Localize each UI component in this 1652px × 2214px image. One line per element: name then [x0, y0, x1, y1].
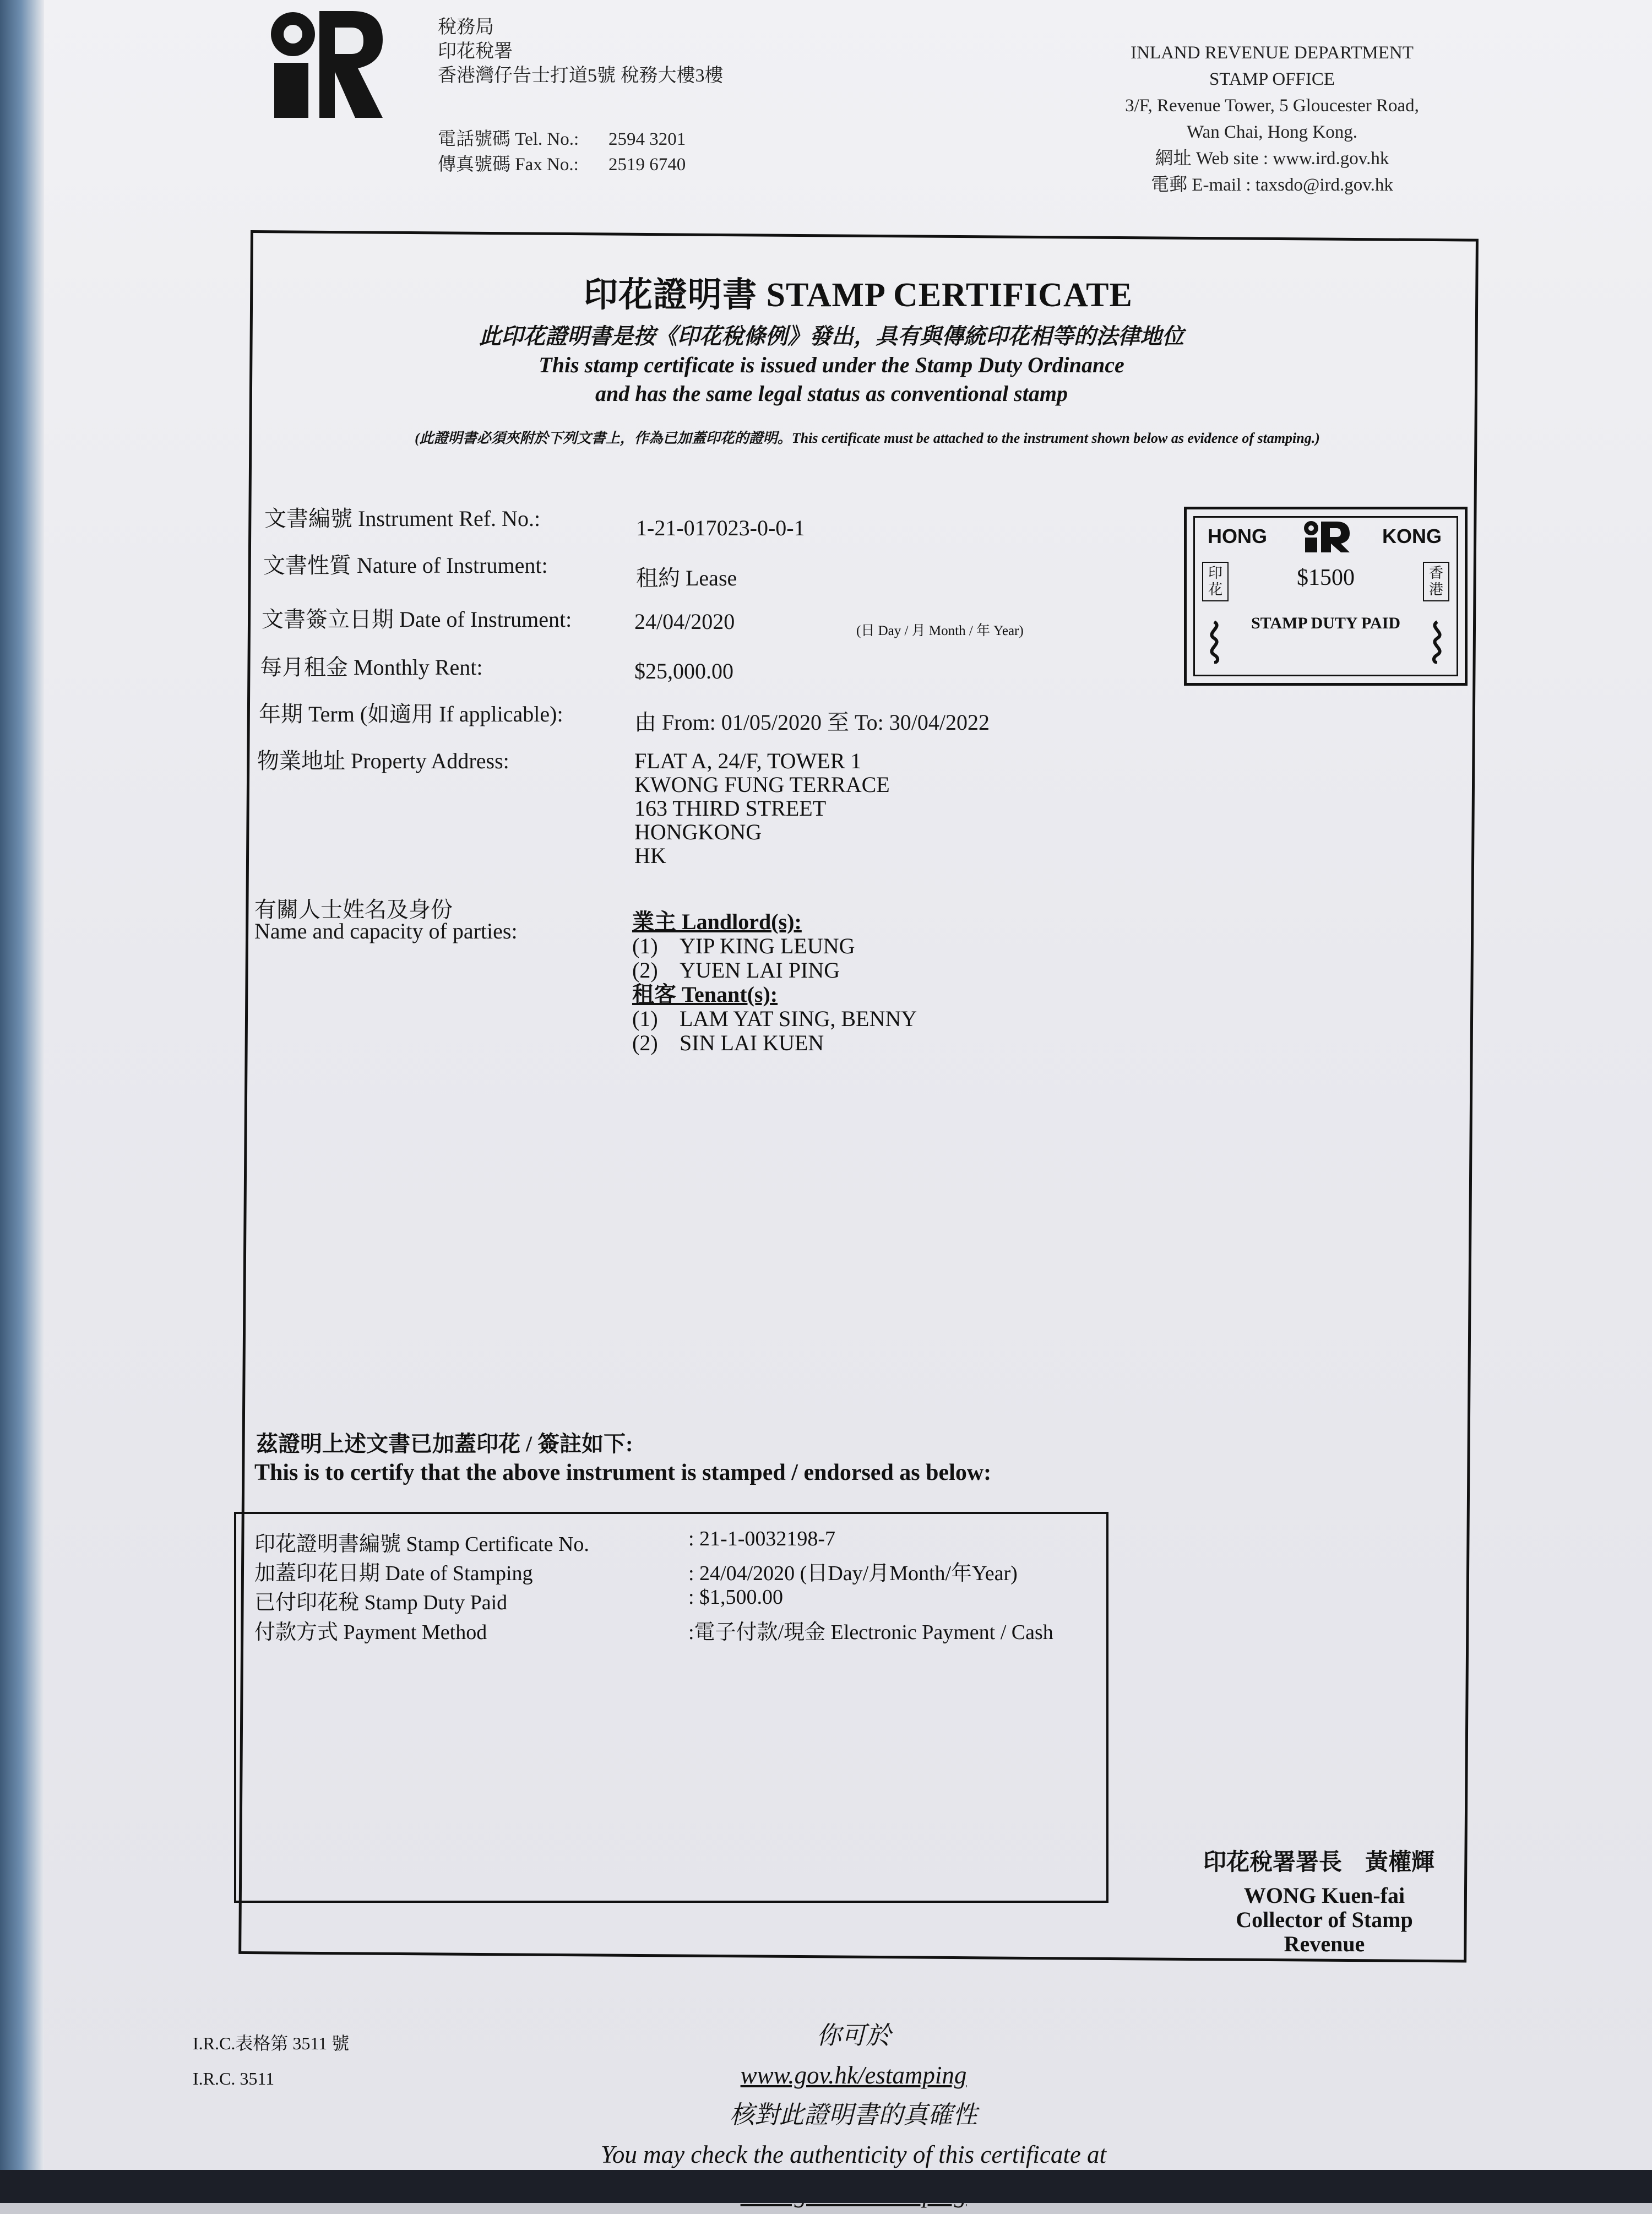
address-line: HK [634, 843, 666, 868]
endorsement-label: 付款方式 Payment Method [254, 1621, 487, 1644]
verification-english: You may check the authenticity of this certificate at [385, 2135, 1322, 2214]
stamp-ir-logo-icon [1302, 519, 1352, 554]
property-address-label: 物業地址 Property Address: [257, 748, 509, 773]
certificate-title: 印花證明書 STAMP CERTIFICATE [584, 276, 1133, 314]
address-line: KWONG FUNG TERRACE [634, 772, 890, 797]
dragon-ornament-icon [1203, 620, 1225, 664]
date-format-hint: (日 Day / 月 Month / 年 Year) [856, 623, 1024, 638]
form-number-chinese: I.R.C.表格第 3511 號 [193, 2033, 350, 2053]
nature-label: 文書性質 Nature of Instrument: [263, 553, 548, 578]
endorsement-value: :電子付款/現金 Electronic Payment / Cash [688, 1621, 1053, 1644]
property-address-value [634, 749, 890, 867]
header-en-line: 3/F, Revenue Tower, 5 Gloucester Road, [1125, 96, 1419, 116]
form-number [193, 2026, 349, 2096]
estamping-link[interactable]: www.gov.hk/estamping [740, 2061, 967, 2089]
certify-statement-english: This is to certify that the above instrument is stamped / endorsed as below: [254, 1460, 992, 1485]
office-name-chinese [438, 15, 724, 88]
dragon-ornament-icon [1426, 620, 1448, 664]
fax-value: 2519 6740 [608, 155, 686, 175]
address-line: HONGKONG [634, 820, 762, 844]
header-en-line: STAMP OFFICE [1209, 69, 1335, 89]
address-line: 163 THIRD STREET [634, 796, 827, 821]
address-line: FLAT A, 24/F, TOWER 1 [634, 748, 862, 773]
stamp-duty-paid-mark [1184, 507, 1468, 686]
ird-logo-icon [264, 6, 385, 121]
collector-signature-block [1200, 1884, 1448, 1956]
endorsement-value: : 24/04/2020 (日Day/月Month/年Year) [688, 1562, 1018, 1585]
parties-label-chinese: 有關人士姓名及身份 [254, 897, 453, 922]
tenant-entry: (1) LAM YAT SING, BENNY [632, 1006, 917, 1031]
office-address-english [1063, 40, 1481, 198]
tenant-entry: (2) SIN LAI KUEN [632, 1030, 824, 1055]
endorsement-value: : $1,500.00 [688, 1586, 784, 1609]
stamp-side-right: 香港 [1423, 562, 1449, 601]
header-en-line: 電郵 E-mail : taxsdo@ird.gov.hk [1151, 175, 1393, 195]
collector-title: Collector of Stamp Revenue [1236, 1907, 1413, 1956]
collector-title-chinese: 印花稅署署長 黃權輝 [1203, 1850, 1435, 1875]
subtitle-english-2: and has the same legal status as conventional stamp [595, 381, 1068, 406]
stamp-hong-text: HONG [1208, 525, 1267, 547]
contact-numbers [438, 127, 686, 177]
parties-label-english: Name and capacity of parties: [254, 919, 518, 943]
header-en-line: INLAND REVENUE DEPARTMENT [1131, 43, 1414, 63]
header-en-line: Wan Chai, Hong Kong. [1187, 122, 1357, 142]
monthly-rent-value: $25,000.00 [634, 659, 733, 683]
fax-label: 傳真號碼 Fax No.: [438, 155, 579, 175]
monthly-rent-label: 每月租金 Monthly Rent: [260, 655, 483, 680]
landlord-heading: 業主 Landlord(s): [632, 909, 802, 934]
header-cn-line: 印花稅署 [438, 41, 513, 62]
instrument-ref-label: 文書編號 Instrument Ref. No.: [264, 506, 541, 531]
landlord-entry: (1) YIP KING LEUNG [632, 934, 855, 958]
form-number-english: I.R.C. 3511 [193, 2069, 275, 2088]
header-en-line: 網址 Web site : www.ird.gov.hk [1155, 149, 1389, 169]
term-label: 年期 Term (如適用 If applicable): [259, 702, 563, 726]
date-of-instrument-label: 文書簽立日期 Date of Instrument: [262, 607, 572, 632]
collector-name: WONG Kuen-fai [1243, 1883, 1405, 1908]
endorsement-label: 已付印花稅 Stamp Duty Paid [254, 1591, 508, 1614]
instrument-ref-value: 1-21-017023-0-0-1 [636, 515, 805, 540]
endorsement-label: 加蓋印花日期 Date of Stamping [254, 1562, 533, 1585]
nature-value: 租約 Lease [636, 566, 737, 590]
subtitle-english-1: This stamp certificate is issued under the Stamp Duty Ordinance [539, 352, 1124, 377]
endorsement-label: 印花證明書編號 Stamp Certificate No. [254, 1533, 589, 1556]
landlord-entry: (2) YUEN LAI PING [632, 958, 840, 983]
stamp-side-left: 印花 [1202, 562, 1229, 601]
verification-chinese: 你可於 www.gov.hk/estamping 核對此證明書的真確性 [729, 2022, 977, 2129]
parties-list [632, 910, 917, 1055]
term-value: 由 From: 01/05/2020 至 To: 30/04/2022 [634, 710, 990, 735]
stamp-kong-text: KONG [1382, 525, 1442, 547]
stamp-paid-text: STAMP DUTY PAID [1251, 614, 1401, 632]
certificate-subtitle [275, 322, 1388, 408]
header-cn-line: 香港灣仔告士打道5號 稅務大樓3樓 [438, 66, 724, 86]
attachment-note: (此證明書必須夾附於下列文書上，作為已加蓋印花的證明。This certificate must be attached to the instrument shown below as evidence of stamping.) [415, 430, 1320, 446]
tel-value: 2594 3201 [608, 129, 686, 149]
subtitle-chinese: 此印花證明書是按《印花稅條例》發出，具有與傳統印花相等的法律地位 [479, 324, 1184, 349]
certify-statement-chinese: 茲證明上述文書已加蓋印花 / 簽註如下: [256, 1431, 633, 1456]
header-cn-line: 稅務局 [438, 17, 494, 37]
desk-edge-bottom [0, 2170, 1652, 2203]
endorsement-value: : 21-1-0032198-7 [688, 1527, 836, 1550]
tel-label: 電話號碼 Tel. No.: [438, 129, 579, 149]
stamp-amount: $1500 [1297, 565, 1355, 590]
tenant-heading: 租客 Tenant(s): [632, 982, 778, 1007]
date-of-instrument-value: 24/04/2020 [634, 609, 735, 634]
